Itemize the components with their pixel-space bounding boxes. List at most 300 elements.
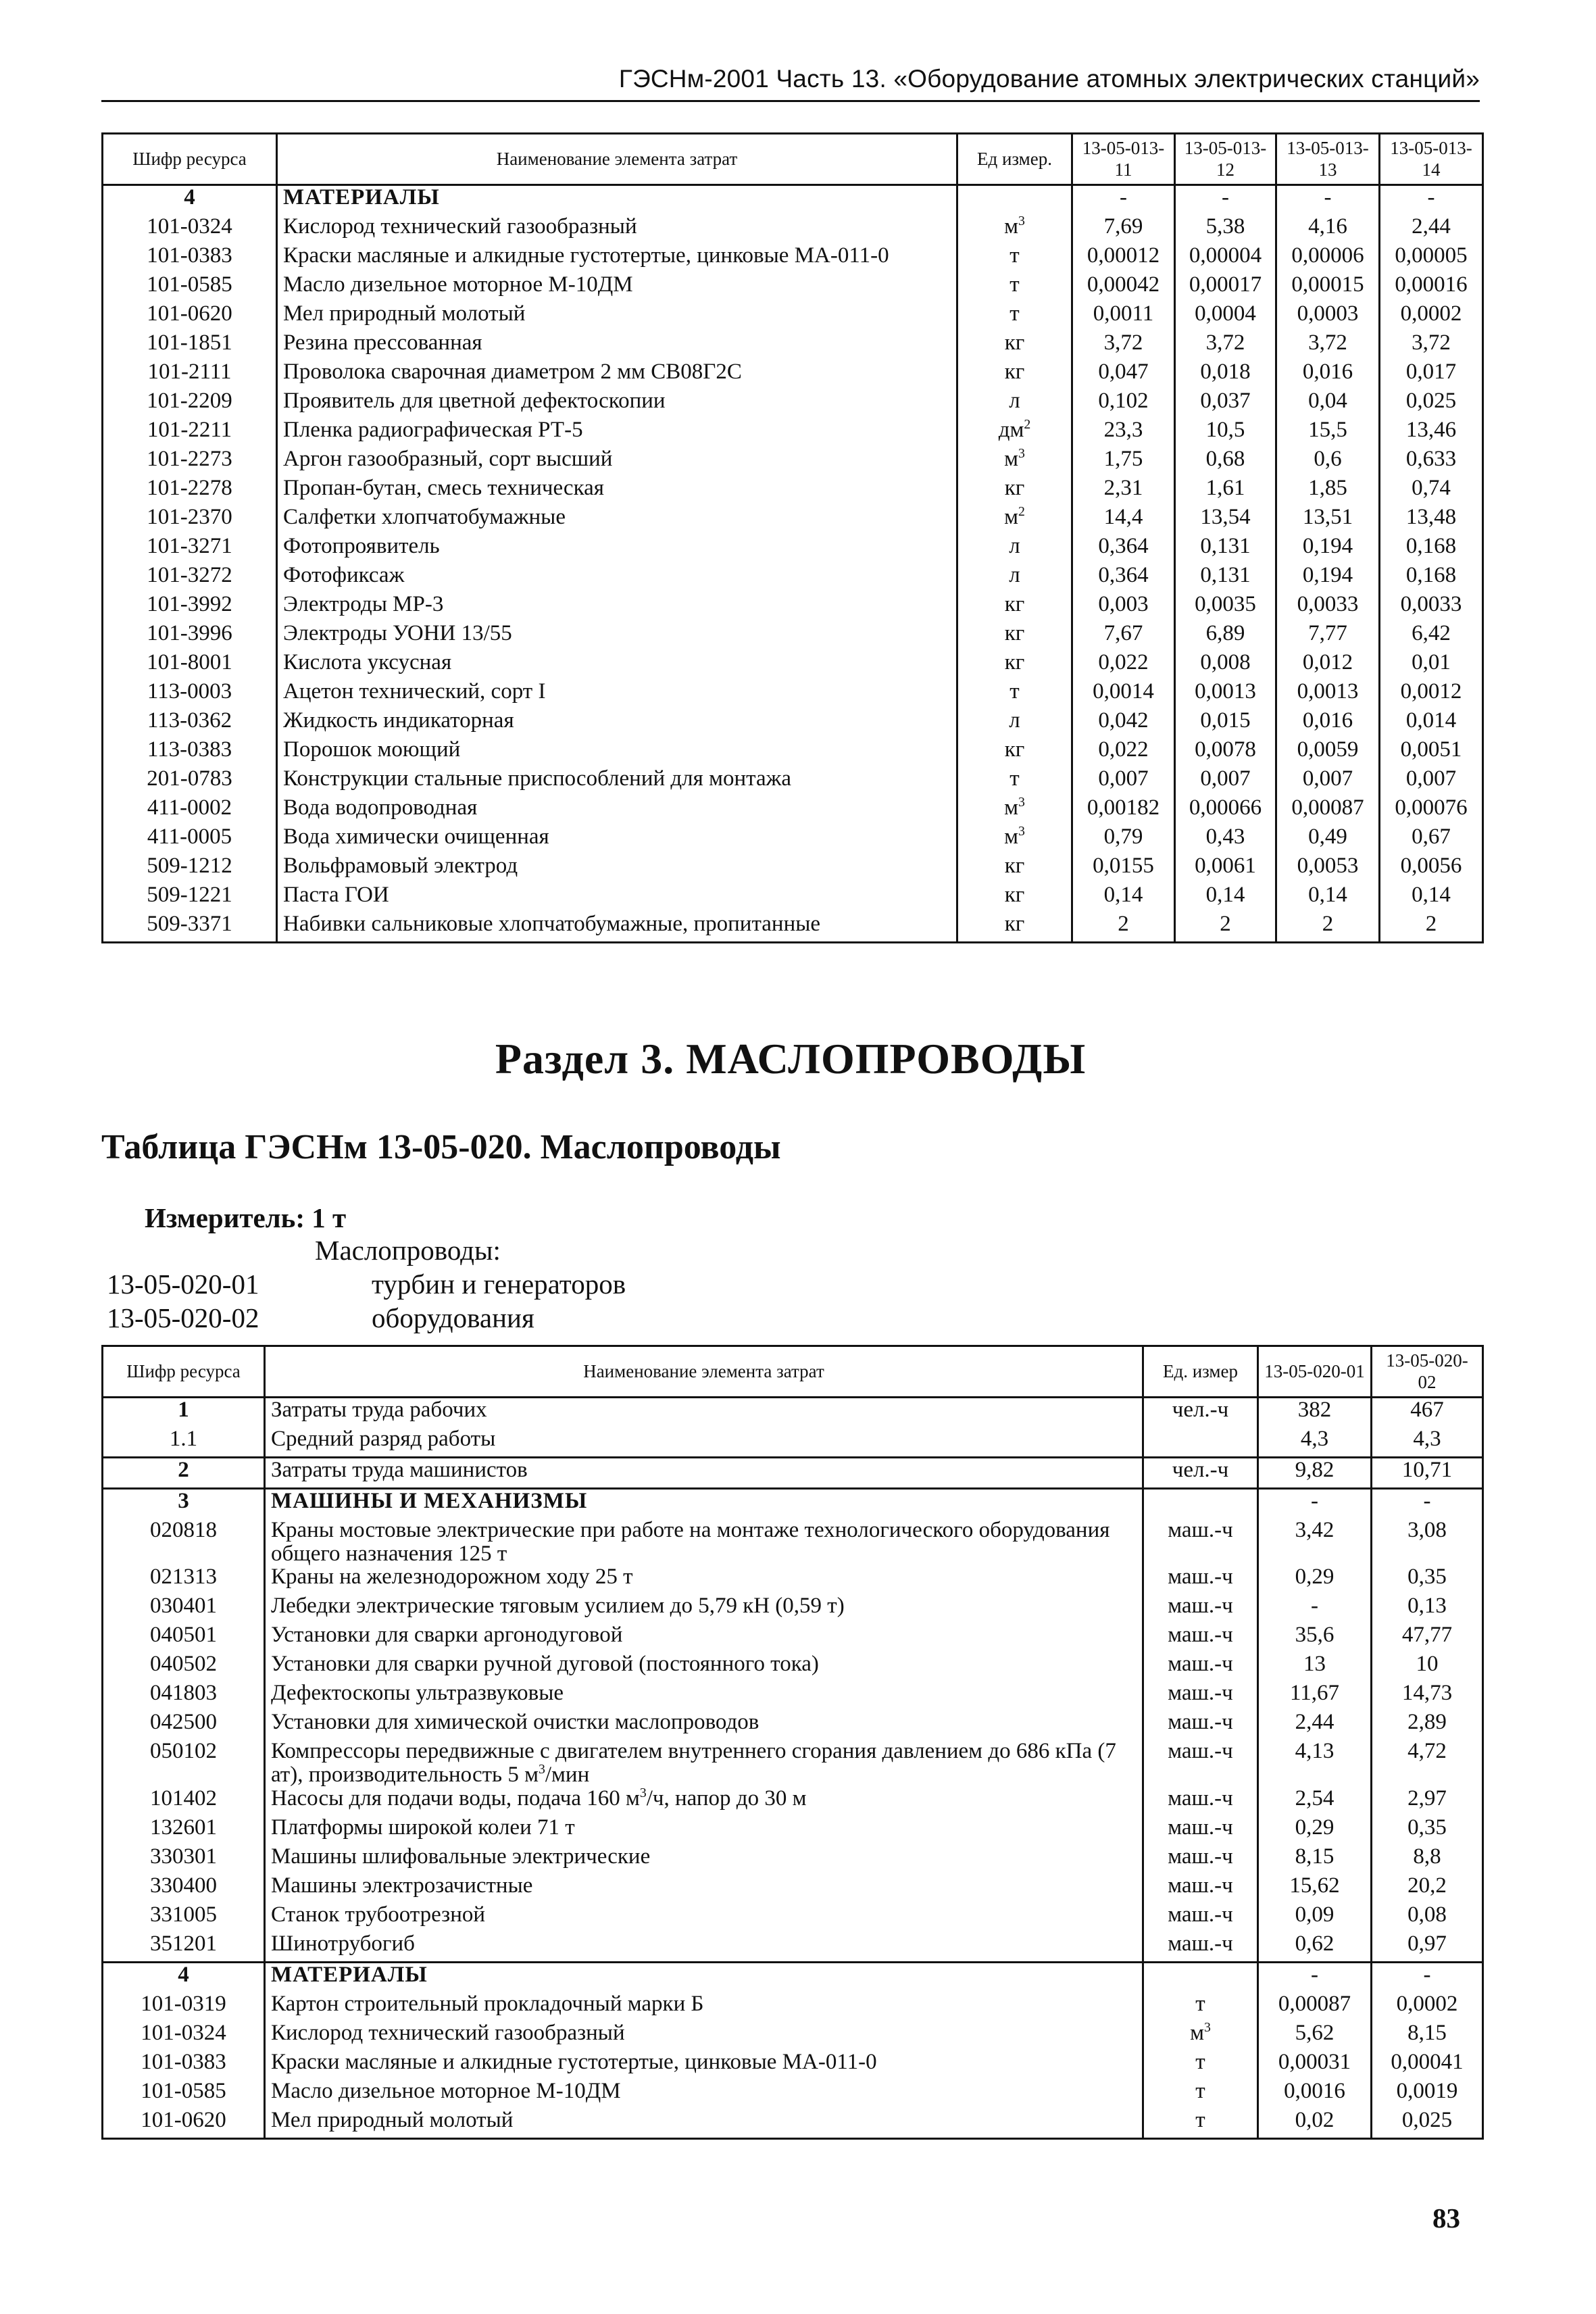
quantity-value: 0,00087 <box>1276 796 1380 825</box>
resource-code: 3 <box>103 1489 265 1519</box>
header-col-2: 13-05-013-12 <box>1175 134 1276 185</box>
resource-code: 101-0319 <box>103 1992 265 2021</box>
table-row <box>103 738 1483 767</box>
meter-value: 1 т <box>311 1202 347 1233</box>
table-row <box>103 1816 1483 1845</box>
table-row <box>103 767 1483 796</box>
unit: $м^3$ <box>957 825 1072 854</box>
quantity-value: 467 <box>1372 1398 1483 1428</box>
quantity-value: 4,72 <box>1372 1740 1483 1786</box>
group-code: 4 <box>103 185 277 216</box>
unit: маш.-ч <box>1143 1740 1258 1786</box>
resource-name: Вода химически очищенная <box>277 825 957 854</box>
quantity-value: 2 <box>1072 912 1175 943</box>
quantity-value: 0,43 <box>1175 825 1276 854</box>
table-row <box>103 1565 1483 1594</box>
quantity-value: 1,85 <box>1276 476 1380 506</box>
unit: кг <box>957 738 1072 767</box>
table-row <box>103 1992 1483 2021</box>
quantity-value: 0,01 <box>1380 651 1483 680</box>
resource-name: Паста ГОИ <box>277 883 957 912</box>
table-row <box>103 1740 1483 1786</box>
quantity-value: 0,79 <box>1072 825 1175 854</box>
unit: $м^3$ <box>957 215 1072 244</box>
quantity-value: 0,29 <box>1258 1816 1372 1845</box>
table-row <box>103 593 1483 622</box>
meter-line <box>145 1202 346 1234</box>
running-head: ГЭСНм-2001 Часть 13. «Оборудование атомных электрических станций» <box>618 65 1480 93</box>
unit: л <box>957 564 1072 593</box>
table-row <box>103 1874 1483 1903</box>
resource-name: Фотофиксаж <box>277 564 957 593</box>
resource-name: Мел природный молотый <box>277 302 957 331</box>
quantity-value: 23,3 <box>1072 418 1175 447</box>
table-row <box>103 506 1483 535</box>
quantity-value: 0,14 <box>1380 883 1483 912</box>
table-row <box>103 883 1483 912</box>
quantity-value: 1,75 <box>1072 447 1175 476</box>
table-row <box>103 912 1483 943</box>
table-row <box>103 564 1483 593</box>
quantity-value: 2,97 <box>1372 1787 1483 1816</box>
resource-name: Электроды УОНИ 13/55 <box>277 622 957 651</box>
table-row <box>103 447 1483 476</box>
resource-name: Дефектоскопы ультразвуковые <box>265 1681 1143 1710</box>
table-row <box>103 2109 1483 2139</box>
quantity-value: 0,015 <box>1175 709 1276 738</box>
header-col-4: 13-05-013-14 <box>1380 134 1483 185</box>
unit: т <box>957 767 1072 796</box>
quantity-value: 0,00012 <box>1072 244 1175 273</box>
unit <box>1143 1962 1258 1992</box>
resource-name: Масло дизельное моторное М-10ДМ <box>265 2079 1143 2109</box>
unit: т <box>957 244 1072 273</box>
quantity-value: 4,3 <box>1372 1427 1483 1458</box>
resource-code: 101-0585 <box>103 2079 265 2109</box>
unit: маш.-ч <box>1143 1903 1258 1932</box>
header-code: Шифр ресурса <box>103 134 277 185</box>
table-row <box>103 215 1483 244</box>
unit: чел.-ч <box>1143 1398 1258 1428</box>
quantity-value: 0,0004 <box>1175 302 1276 331</box>
resource-code: 101-2211 <box>103 418 277 447</box>
unit: маш.-ч <box>1143 1519 1258 1565</box>
resource-code: 101-2111 <box>103 360 277 389</box>
quantity-value: 13 <box>1258 1652 1372 1681</box>
unit: $м^2$ <box>957 506 1072 535</box>
resource-name: Станок трубоотрезной <box>265 1903 1143 1932</box>
quantity-value: 15,5 <box>1276 418 1380 447</box>
resource-name: МАТЕРИАЛЫ <box>265 1962 1143 1992</box>
quantity-value: 20,2 <box>1372 1874 1483 1903</box>
quantity-value: 0,0011 <box>1072 302 1175 331</box>
unit: кг <box>957 476 1072 506</box>
unit: маш.-ч <box>1143 1594 1258 1623</box>
quantity-value: 0,0056 <box>1380 854 1483 883</box>
resource-code: 101402 <box>103 1787 265 1816</box>
group-row-materials <box>103 185 1483 216</box>
page-number: 83 <box>1432 2202 1460 2234</box>
quantity-value: 0,017 <box>1380 360 1483 389</box>
resource-name: Краски масляные и алкидные густотертые, цинковые МА-011-0 <box>265 2050 1143 2079</box>
resource-code: 351201 <box>103 1932 265 1963</box>
quantity-value: 0,13 <box>1372 1594 1483 1623</box>
quantity-value: 0,0013 <box>1276 680 1380 709</box>
variant-name: оборудования <box>372 1302 534 1333</box>
header-unit: Ед измер. <box>957 134 1072 185</box>
quantity-value: 13,54 <box>1175 506 1276 535</box>
table-row <box>103 1681 1483 1710</box>
quantity-value: 7,69 <box>1072 215 1175 244</box>
unit: л <box>957 389 1072 418</box>
resource-code: 1.1 <box>103 1427 265 1458</box>
quantity-value: 0,0035 <box>1175 593 1276 622</box>
resource-code: 411-0005 <box>103 825 277 854</box>
unit <box>1143 1427 1258 1458</box>
resource-code: 101-0620 <box>103 302 277 331</box>
resource-code: 101-0324 <box>103 215 277 244</box>
resource-name: Проявитель для цветной дефектоскопии <box>277 389 957 418</box>
quantity-value: 0,168 <box>1380 564 1483 593</box>
unit: т <box>1143 1992 1258 2021</box>
unit: кг <box>957 854 1072 883</box>
quantity-value: 0,14 <box>1276 883 1380 912</box>
quantity-value: 8,8 <box>1372 1845 1483 1874</box>
resource-name: Шинотрубогиб <box>265 1932 1143 1963</box>
quantity-value: 0,6 <box>1276 447 1380 476</box>
resource-name: Картон строительный прокладочный марки Б <box>265 1992 1143 2021</box>
resource-code: 101-3996 <box>103 622 277 651</box>
table-row <box>103 680 1483 709</box>
quantity-value: 0,0059 <box>1276 738 1380 767</box>
table-row <box>103 1398 1483 1428</box>
resource-code: 101-0383 <box>103 2050 265 2079</box>
quantity-value: 2,44 <box>1380 215 1483 244</box>
resource-name: Краны на железнодорожном ходу 25 т <box>265 1565 1143 1594</box>
resource-name: Насосы для подачи воды, подача 160 $м^3/ч$, напор до 30 м <box>265 1787 1143 1816</box>
table-row <box>103 535 1483 564</box>
resource-name: Компрессоры передвижные с двигателем внутреннего сгорания давлением до 686 кПа (7 ат), производительность 5 $м^3$/мин <box>265 1740 1143 1786</box>
unit: маш.-ч <box>1143 1681 1258 1710</box>
resource-name: Фотопроявитель <box>277 535 957 564</box>
unit: маш.-ч <box>1143 1623 1258 1652</box>
unit: кг <box>957 593 1072 622</box>
quantity-value: 0,022 <box>1072 738 1175 767</box>
quantity-value: 11,67 <box>1258 1681 1372 1710</box>
quantity-value: - <box>1372 1962 1483 1992</box>
quantity-value: 0,35 <box>1372 1565 1483 1594</box>
quantity-value: 0,0061 <box>1175 854 1276 883</box>
group-value: - <box>1276 185 1380 216</box>
quantity-value: 2,89 <box>1372 1710 1483 1740</box>
unit: маш.-ч <box>1143 1845 1258 1874</box>
quantity-value: 0,00076 <box>1380 796 1483 825</box>
quantity-value: 0,0002 <box>1380 302 1483 331</box>
resource-code: 040501 <box>103 1623 265 1652</box>
variant-name: турбин и генераторов <box>372 1269 626 1300</box>
table-row <box>103 1710 1483 1740</box>
resource-code: 040502 <box>103 1652 265 1681</box>
unit: кг <box>957 912 1072 943</box>
table-row <box>103 825 1483 854</box>
table-title: Таблица ГЭСНм 13-05-020. Маслопроводы <box>101 1128 781 1166</box>
resource-name: Пленка радиографическая РТ-5 <box>277 418 957 447</box>
quantity-value: 0,0014 <box>1072 680 1175 709</box>
quantity-value: 7,67 <box>1072 622 1175 651</box>
unit: $м^3$ <box>957 796 1072 825</box>
quantity-value: 0,14 <box>1175 883 1276 912</box>
unit: кг <box>957 360 1072 389</box>
quantity-value: 0,00041 <box>1372 2050 1483 2079</box>
resource-code: 509-1212 <box>103 854 277 883</box>
quantity-value: 47,77 <box>1372 1623 1483 1652</box>
table-row <box>103 1932 1483 1963</box>
header-rule <box>101 100 1480 102</box>
quantity-value: 15,62 <box>1258 1874 1372 1903</box>
quantity-value: 3,72 <box>1276 331 1380 360</box>
resource-name: Масло дизельное моторное М-10ДМ <box>277 273 957 302</box>
resource-name: Порошок моющий <box>277 738 957 767</box>
table-row <box>103 244 1483 273</box>
table-row <box>103 360 1483 389</box>
resource-code: 101-2278 <box>103 476 277 506</box>
group-value: - <box>1175 185 1276 216</box>
header-col-3: 13-05-013-13 <box>1276 134 1380 185</box>
resource-code: 101-0585 <box>103 273 277 302</box>
quantity-value: 0,68 <box>1175 447 1276 476</box>
quantity-value: 10,71 <box>1372 1458 1483 1489</box>
quantity-value: 0,00042 <box>1072 273 1175 302</box>
resource-code: 101-3271 <box>103 535 277 564</box>
resource-name: Установки для сварки ручной дуговой (постоянного тока) <box>265 1652 1143 1681</box>
resource-name: Краски масляные и алкидные густотертые, цинковые МА-011-0 <box>277 244 957 273</box>
unit: т <box>1143 2109 1258 2139</box>
quantity-value: 0,29 <box>1258 1565 1372 1594</box>
resource-name: Кислород технический газообразный <box>277 215 957 244</box>
quantity-value: 0,0078 <box>1175 738 1276 767</box>
resource-name: Затраты труда машинистов <box>265 1458 1143 1489</box>
resource-name: Жидкость индикаторная <box>277 709 957 738</box>
quantity-value: 4,16 <box>1276 215 1380 244</box>
quantity-value: 0,016 <box>1276 709 1380 738</box>
quantity-value: 0,0053 <box>1276 854 1380 883</box>
quantity-value: 0,62 <box>1258 1932 1372 1963</box>
quantity-value: 0,49 <box>1276 825 1380 854</box>
quantity-value: - <box>1258 1489 1372 1519</box>
quantity-value: 4,3 <box>1258 1427 1372 1458</box>
resource-code: 020818 <box>103 1519 265 1565</box>
table-row <box>103 2050 1483 2079</box>
resource-name: Средний разряд работы <box>265 1427 1143 1458</box>
unit: маш.-ч <box>1143 1932 1258 1963</box>
quantity-value: 3,42 <box>1258 1519 1372 1565</box>
resource-code: 101-0383 <box>103 244 277 273</box>
resource-table-13-05-020 <box>101 1345 1484 2140</box>
quantity-value: 0,00004 <box>1175 244 1276 273</box>
quantity-value: 0,0013 <box>1175 680 1276 709</box>
quantity-value: 0,003 <box>1072 593 1175 622</box>
unit: т <box>957 273 1072 302</box>
table-row <box>103 651 1483 680</box>
quantity-value: 0,97 <box>1372 1932 1483 1963</box>
quantity-value: 0,35 <box>1372 1816 1483 1845</box>
quantity-value: 3,72 <box>1380 331 1483 360</box>
resource-name: Вода водопроводная <box>277 796 957 825</box>
quantity-value: 0,007 <box>1380 767 1483 796</box>
table2-body <box>103 1398 1483 2139</box>
quantity-value: 13,48 <box>1380 506 1483 535</box>
resource-name: Кислота уксусная <box>277 651 957 680</box>
resource-name: Проволока сварочная диаметром 2 мм СВ08Г2С <box>277 360 957 389</box>
section-title: Раздел 3. МАСЛОПРОВОДЫ <box>495 1035 1087 1083</box>
resource-code: 4 <box>103 1962 265 1992</box>
unit: маш.-ч <box>1143 1710 1258 1740</box>
quantity-value: 0,016 <box>1276 360 1380 389</box>
table-row <box>103 854 1483 883</box>
resource-code: 201-0783 <box>103 767 277 796</box>
quantity-value: 2 <box>1380 912 1483 943</box>
table-row <box>103 302 1483 331</box>
resource-code: 101-2209 <box>103 389 277 418</box>
quantity-value: 0,012 <box>1276 651 1380 680</box>
quantity-value: 0,194 <box>1276 564 1380 593</box>
resource-code: 101-1851 <box>103 331 277 360</box>
quantity-value: 2,31 <box>1072 476 1175 506</box>
variant-code: 13-05-020-02 <box>107 1302 259 1333</box>
quantity-value: 0,04 <box>1276 389 1380 418</box>
quantity-value: 0,0051 <box>1380 738 1483 767</box>
unit: т <box>957 302 1072 331</box>
quantity-value: 0,74 <box>1380 476 1483 506</box>
table-row <box>103 1903 1483 1932</box>
resource-code: 021313 <box>103 1565 265 1594</box>
unit: $м^3$ <box>957 447 1072 476</box>
quantity-value: 0,025 <box>1372 2109 1483 2139</box>
resource-name: Ацетон технический, сорт I <box>277 680 957 709</box>
quantity-value: 6,89 <box>1175 622 1276 651</box>
quantity-value: 0,0019 <box>1372 2079 1483 2109</box>
table-row <box>103 1427 1483 1458</box>
header-unit: Ед. измер <box>1143 1346 1258 1398</box>
quantity-value: 2 <box>1175 912 1276 943</box>
resource-code: 331005 <box>103 1903 265 1932</box>
resource-code: 132601 <box>103 1816 265 1845</box>
table-row <box>103 2021 1483 2050</box>
unit: маш.-ч <box>1143 1874 1258 1903</box>
resource-code: 101-3992 <box>103 593 277 622</box>
resource-name: Установки для сварки аргонодуговой <box>265 1623 1143 1652</box>
quantity-value: 0,00066 <box>1175 796 1276 825</box>
resource-code: 101-0324 <box>103 2021 265 2050</box>
resource-code: 101-0620 <box>103 2109 265 2139</box>
quantity-value: - <box>1258 1594 1372 1623</box>
quantity-value: 13,46 <box>1380 418 1483 447</box>
quantity-value: 0,008 <box>1175 651 1276 680</box>
resource-name: Установки для химической очистки маслопроводов <box>265 1710 1143 1740</box>
quantity-value: 4,13 <box>1258 1740 1372 1786</box>
meter-label: Измеритель: <box>145 1202 305 1233</box>
unit: кг <box>957 883 1072 912</box>
quantity-value: 0,67 <box>1380 825 1483 854</box>
table-row <box>103 273 1483 302</box>
quantity-value: 0,007 <box>1276 767 1380 796</box>
quantity-value: 0,007 <box>1175 767 1276 796</box>
unit: кг <box>957 622 1072 651</box>
resource-code: 509-3371 <box>103 912 277 943</box>
resource-code: 1 <box>103 1398 265 1428</box>
resource-code: 101-2370 <box>103 506 277 535</box>
resource-name: Салфетки хлопчатобумажные <box>277 506 957 535</box>
resource-name: Аргон газообразный, сорт высший <box>277 447 957 476</box>
quantity-value: 0,007 <box>1072 767 1175 796</box>
resource-name: Набивки сальниковые хлопчатобумажные, пропитанные <box>277 912 957 943</box>
resource-name: МАШИНЫ И МЕХАНИЗМЫ <box>265 1489 1143 1519</box>
quantity-value: 0,0016 <box>1258 2079 1372 2109</box>
quantity-value: 382 <box>1258 1398 1372 1428</box>
resource-name: Конструкции стальные приспособлений для монтажа <box>277 767 957 796</box>
resource-name: Платформы широкой колеи 71 т <box>265 1816 1143 1845</box>
resource-code: 041803 <box>103 1681 265 1710</box>
table-row <box>103 1594 1483 1623</box>
quantity-value: 8,15 <box>1372 2021 1483 2050</box>
quantity-value: 0,633 <box>1380 447 1483 476</box>
quantity-value: 0,08 <box>1372 1903 1483 1932</box>
resource-code: 101-2273 <box>103 447 277 476</box>
quantity-value: 0,00006 <box>1276 244 1380 273</box>
quantity-value: 2,54 <box>1258 1787 1372 1816</box>
resource-code: 101-3272 <box>103 564 277 593</box>
table-row <box>103 1845 1483 1874</box>
table-row <box>103 331 1483 360</box>
quantity-value: 6,42 <box>1380 622 1483 651</box>
resource-name: Кислород технический газообразный <box>265 2021 1143 2050</box>
quantity-value: 14,4 <box>1072 506 1175 535</box>
table-row <box>103 709 1483 738</box>
unit: маш.-ч <box>1143 1565 1258 1594</box>
unit: кг <box>957 651 1072 680</box>
resource-name: Вольфрамовый электрод <box>277 854 957 883</box>
resource-name: Лебедки электрические тяговым усилием до 5,79 кН (0,59 т) <box>265 1594 1143 1623</box>
quantity-value: 3,72 <box>1072 331 1175 360</box>
resource-code: 411-0002 <box>103 796 277 825</box>
unit: чел.-ч <box>1143 1458 1258 1489</box>
quantity-value: 0,00005 <box>1380 244 1483 273</box>
quantity-value: 0,0003 <box>1276 302 1380 331</box>
group-row-materials <box>103 1962 1483 1992</box>
header-col-2: 13-05-020-02 <box>1372 1346 1483 1398</box>
quantity-value: 0,018 <box>1175 360 1276 389</box>
quantity-value: 0,102 <box>1072 389 1175 418</box>
quantity-value: 0,0012 <box>1380 680 1483 709</box>
quantity-value: 0,042 <box>1072 709 1175 738</box>
resource-name: Пропан-бутан, смесь техническая <box>277 476 957 506</box>
quantity-value: 0,14 <box>1072 883 1175 912</box>
unit: кг <box>957 331 1072 360</box>
quantity-value: 0,00182 <box>1072 796 1175 825</box>
quantity-value: 0,09 <box>1258 1903 1372 1932</box>
quantity-value: 0,194 <box>1276 535 1380 564</box>
quantity-value: 0,364 <box>1072 564 1175 593</box>
table-row <box>103 1458 1483 1489</box>
quantity-value: 10,5 <box>1175 418 1276 447</box>
resource-code: 113-0003 <box>103 680 277 709</box>
resource-code: 042500 <box>103 1710 265 1740</box>
resource-code: 030401 <box>103 1594 265 1623</box>
quantity-value: 0,00015 <box>1276 273 1380 302</box>
table-row <box>103 476 1483 506</box>
quantity-value: 0,025 <box>1380 389 1483 418</box>
resource-code: 330400 <box>103 1874 265 1903</box>
